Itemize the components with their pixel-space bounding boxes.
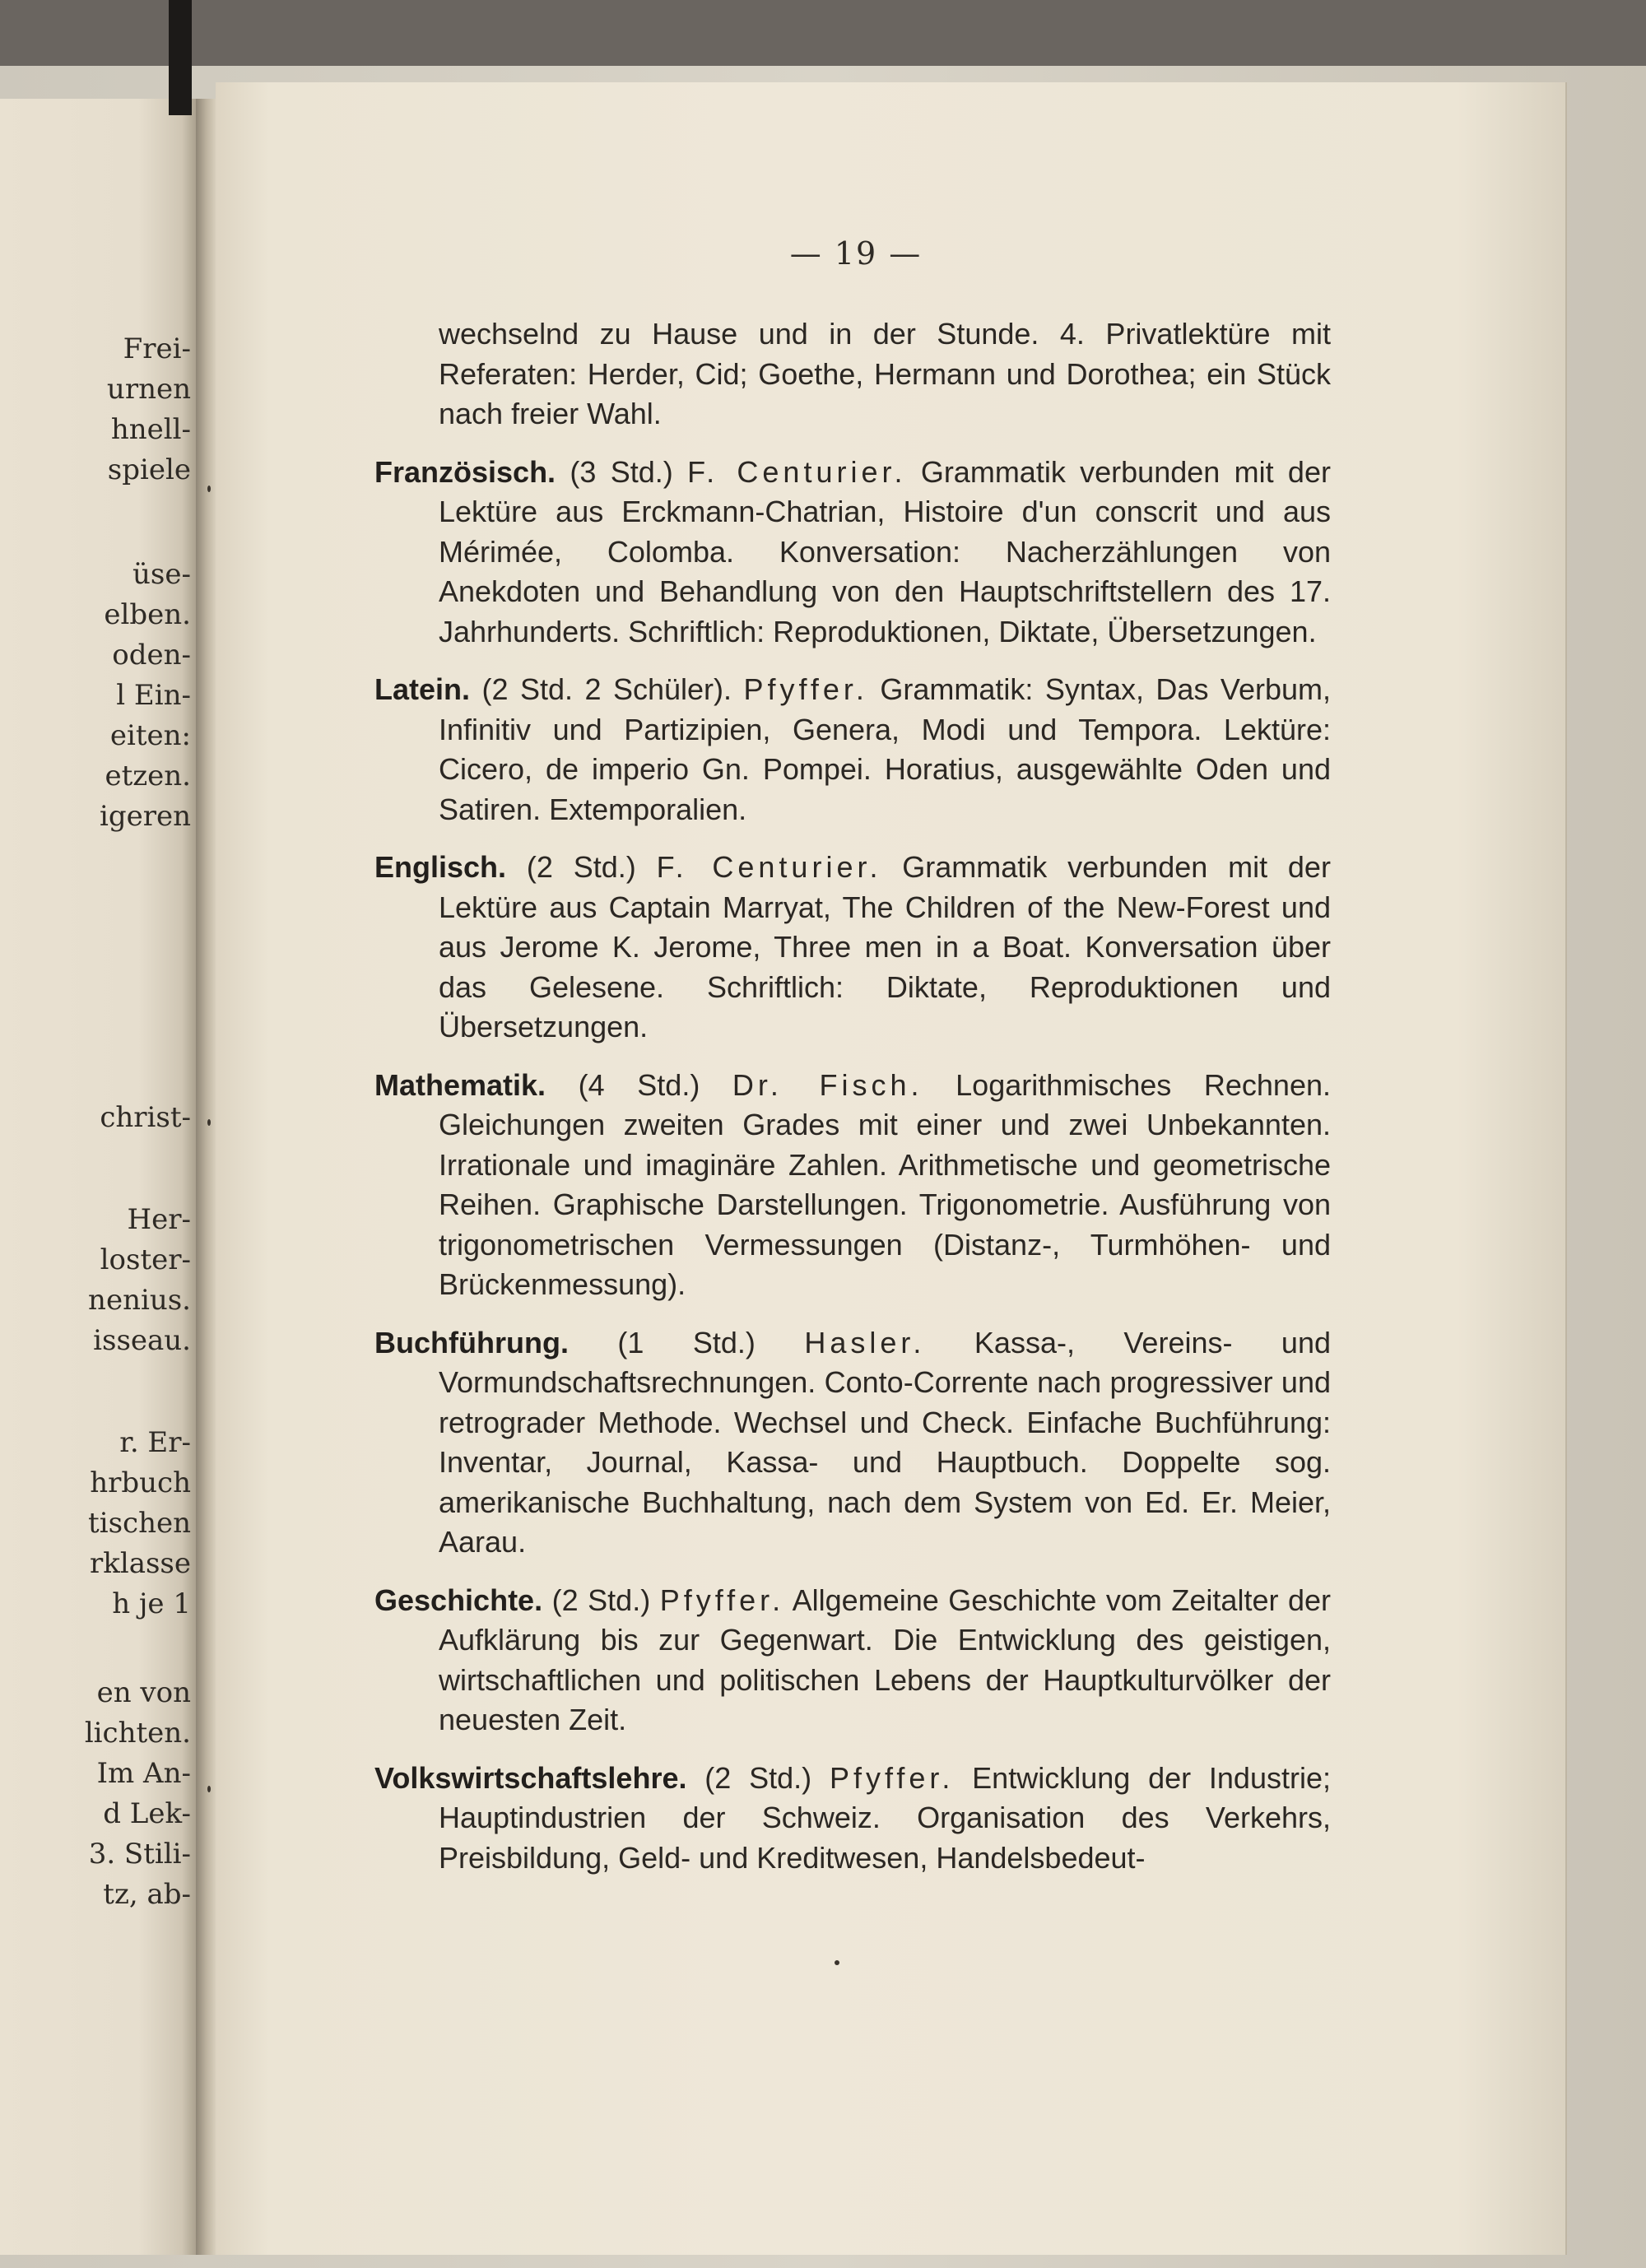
left-fragment: tz, ab- xyxy=(103,1878,191,1911)
left-fragment: igeren xyxy=(99,800,191,833)
left-fragment: üse- xyxy=(133,558,191,591)
section-hours: (4 Std.) xyxy=(578,1067,700,1102)
left-page xyxy=(0,99,198,2255)
section-volkswirtschaftslehre xyxy=(374,1759,1331,1879)
section-subject: Mathematik. xyxy=(374,1067,546,1102)
page-number-dash-left: — xyxy=(789,235,823,272)
left-fragment: isseau. xyxy=(93,1324,191,1357)
left-fragment: hrbuch xyxy=(90,1466,191,1499)
left-fragment: spiele xyxy=(107,453,191,486)
ink-speck xyxy=(207,1786,211,1792)
section-hours: (2 Std.) xyxy=(704,1760,812,1795)
left-fragment: lichten. xyxy=(84,1717,191,1750)
section-text: Entwicklung der Industrie; Hauptindustrien der Schweiz. Organisation des Verkehrs, Preisbildung, Geld- und Kreditwesen, Handelsbedeut- xyxy=(439,1760,1331,1875)
left-fragment: nenius. xyxy=(88,1284,191,1317)
page-number-dash-right: — xyxy=(889,235,923,272)
section-franzoesisch xyxy=(374,453,1331,653)
section-hours: (2 Std. 2 Schüler). xyxy=(481,672,732,706)
left-fragment: Im An- xyxy=(96,1757,191,1790)
section-hours: (1 Std.) xyxy=(617,1325,756,1359)
section-hours: (2 Std.) xyxy=(526,850,636,884)
section-text: Grammatik verbunden mit der Lektüre aus Erckmann-Chatrian, Histoire d'un conscrit und aus Mérimée, Colomba. Konversation: Nacherzählungen von Anekdoten und Behandlung von den Hauptschriftstellern des 17. Jahrhunderts. Schriftlich: Reproduktionen, Diktate, Übersetzungen. xyxy=(439,454,1331,648)
section-subject: Latein. xyxy=(374,672,471,706)
section-text: wechselnd zu Hause und in der Stunde. 4. Privatlektüre mit Referaten: Herder, Cid; Goethe, Hermann und Dorothea; ein Stück nach freier Wahl. xyxy=(439,317,1331,430)
left-fragment: eiten: xyxy=(109,719,191,752)
scanner-top-band xyxy=(0,0,1646,66)
binding-shadow xyxy=(169,0,192,115)
section-subject: Volkswirtschaftslehre. xyxy=(374,1760,687,1795)
ink-speck xyxy=(207,1119,211,1126)
section-mathematik xyxy=(374,1066,1331,1305)
left-fragment: d Lek- xyxy=(103,1797,191,1830)
section-hours: (2 Std.) xyxy=(551,1582,651,1617)
page-body xyxy=(374,314,1331,1896)
section-buchfuehrung xyxy=(374,1323,1331,1563)
book-gutter xyxy=(196,99,217,2255)
left-fragment: en von xyxy=(96,1676,191,1709)
section-subject: Französisch. xyxy=(374,454,556,489)
section-hours: (3 Std.) xyxy=(570,454,673,489)
section-teacher: Pfyffer. xyxy=(743,672,868,706)
left-fragment: elben. xyxy=(104,598,191,631)
section-text: Grammatik: Syntax, Das Verbum, Infinitiv und Partizipien, Genera, Modi und Tempora. Lektüre: Cicero, de imperio Gn. Pompei. Horatius, ausgewählte Oden und Satiren. Extemporalien. xyxy=(439,672,1331,826)
section-subject: Englisch. xyxy=(374,850,507,884)
left-fragment: Her- xyxy=(127,1203,191,1236)
section-text: Grammatik verbunden mit der Lektüre aus Captain Marryat, The Children of the New-Forest und aus Jerome K. Jerome, Three men in a Boat. Konversation über das Gelesene. Schriftlich: Diktate, Reproduktionen und Übersetzungen. xyxy=(439,850,1331,1043)
section-teacher: Hasler. xyxy=(804,1325,926,1359)
section-text: Allgemeine Geschichte vom Zeitalter der Aufklärung bis zur Gegenwart. Die Entwicklung des geistigen, wirtschaftlichen und politischen Lebens der Hauptkulturvölker der neuesten Zeit. xyxy=(439,1582,1331,1736)
left-fragment: r. Er- xyxy=(119,1426,191,1459)
ink-speck xyxy=(207,486,211,492)
left-fragment: rklasse xyxy=(89,1547,191,1580)
section-subject: Geschichte. xyxy=(374,1582,543,1617)
page-number xyxy=(774,235,938,272)
left-fragment: loster- xyxy=(100,1243,191,1276)
page-number-value: 19 xyxy=(834,235,878,272)
left-fragment: tischen xyxy=(88,1507,191,1540)
section-latein xyxy=(374,670,1331,830)
section-continuation xyxy=(374,314,1331,435)
section-teacher: Pfyffer. xyxy=(829,1760,955,1795)
left-fragment: 3. Stili- xyxy=(88,1838,191,1871)
left-fragment: oden- xyxy=(112,639,191,672)
left-fragment: Frei- xyxy=(123,332,191,365)
left-fragment: l Ein- xyxy=(116,679,191,712)
ink-speck xyxy=(835,1960,839,1965)
section-teacher: Dr. Fisch. xyxy=(732,1067,923,1102)
left-fragment: christ- xyxy=(100,1101,191,1134)
section-englisch xyxy=(374,848,1331,1048)
section-teacher: F. Centurier. xyxy=(656,850,882,884)
section-geschichte xyxy=(374,1581,1331,1741)
left-fragment: urnen xyxy=(106,373,191,406)
section-text: Logarithmisches Rechnen. Gleichungen zweiten Grades mit einer und zwei Unbekannten. Irrationale und imaginäre Zahlen. Arithmetische und geometrische Reihen. Graphische Darstellungen. Trigonometrie. Ausführung von trigonometrischen Vermessungen (Distanz-, Turmhöhen- und Brückenmessung). xyxy=(439,1067,1331,1301)
left-fragment: etzen. xyxy=(105,760,191,792)
section-text: Kassa-, Vereins- und Vormundschaftsrechnungen. Conto-Corrente nach progressiver und retrograder Methode. Wechsel und Check. Einfache Buchführung: Inventar, Journal, Kassa- und Hauptbuch. Doppelte sog. amerikanische Buchhaltung, nach dem System von Ed. Er. Meier, Aarau. xyxy=(439,1325,1331,1559)
left-fragment: hnell- xyxy=(110,413,191,446)
section-subject: Buchführung. xyxy=(374,1325,569,1359)
section-teacher: F. Centurier. xyxy=(687,454,907,489)
section-teacher: Pfyffer. xyxy=(659,1582,785,1617)
left-fragment: h je 1 xyxy=(112,1587,191,1620)
